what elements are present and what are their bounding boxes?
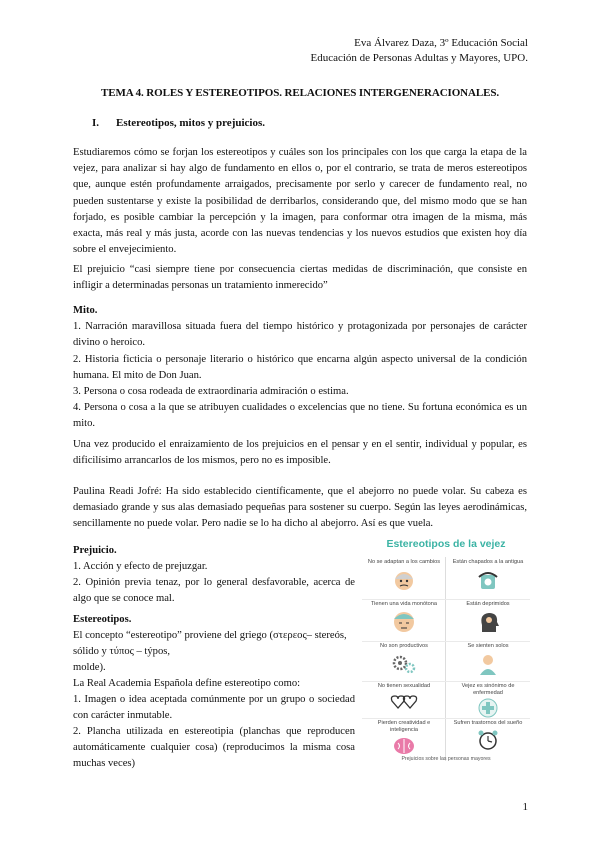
infographic-card bbox=[449, 642, 527, 677]
card-label: Pierden creatividad e inteligencia bbox=[377, 720, 431, 733]
infographic-title: Estereotipos de la vejez bbox=[386, 538, 506, 550]
bored-face-icon bbox=[389, 609, 419, 635]
section-title: Estereotipos, mitos y prejuicios. bbox=[116, 117, 265, 129]
estereotipos-item: 2. Plancha utilizada en estereotipia (planchas que reproducen automáticamente cualquier cosa) (reproducimos la misma cosa muchas veces) bbox=[73, 726, 355, 769]
infographic-card bbox=[365, 719, 443, 758]
alarm-clock-icon bbox=[473, 728, 503, 752]
brain-icon bbox=[389, 734, 419, 758]
estereotipos-block bbox=[73, 612, 355, 772]
infographic-card bbox=[449, 719, 527, 752]
card-label: No se adaptan a los cambios bbox=[367, 559, 441, 565]
page-number: 1 bbox=[522, 801, 528, 813]
infographic-card bbox=[449, 558, 527, 593]
head-thought-icon bbox=[473, 609, 503, 635]
mito-item: 3. Persona o cosa rodeada de extraordinaria admiración o estima. bbox=[73, 386, 349, 398]
elderly-face-icon bbox=[389, 567, 419, 593]
infographic-footer: Prejuicios sobre las personas mayores bbox=[401, 756, 491, 762]
prejuicio-block bbox=[73, 543, 355, 607]
prejuicio-quote-paragraph: El prejuicio “casi siempre tiene por consecuencia ciertas medidas de discriminación, que consiste en infligir a determinadas personas un tratamiento inmerecido” bbox=[73, 264, 527, 292]
infographic-divider bbox=[445, 557, 446, 761]
lonely-person-icon bbox=[473, 651, 503, 677]
gears-icon bbox=[389, 651, 419, 677]
header bbox=[310, 36, 528, 66]
intro-paragraph: Estudiaremos cómo se forjan los estereotipos y cuáles son los principales con los que carga la etapa de la vejez, para analizar si hay algo de fundamento en ellos o, por el contrario, se trata de meros estereotipos que, aunque estén profundamente arraigados, precisamente por serlo y carecer de fundamento real, no pueden sustentarse y existe la posibilidad de derribarlos, considerando que, del mismo modo que se han forjado, es posible cambiar la percepción y la imagen, para conformar otra imagen de la misma, más exacta, más real y más justa, acorde con las nuevas tendencias y los nuevos estudios que existen hoy día sobre el envejecimiento. bbox=[73, 147, 527, 256]
mito-item: 2. Historia ficticia o personaje literario o histórico que encarna algún aspecto universal de la condición humana. El mito de Don Juan. bbox=[73, 353, 527, 381]
phone-icon bbox=[473, 567, 503, 593]
infographic-card bbox=[365, 558, 443, 593]
estereotipos-concept: sólido y τύπος – týpos, bbox=[73, 646, 171, 657]
infographic-card bbox=[449, 600, 527, 635]
card-label: No son productivos bbox=[380, 643, 428, 649]
card-label: Vejez es sinónimo de enfermedad bbox=[461, 683, 515, 696]
card-label: Tienen una vida monótona bbox=[370, 601, 438, 607]
document-title: TEMA 4. ROLES Y ESTEREOTIPOS. RELACIONES INTERGENERACIONALES. bbox=[100, 87, 500, 99]
hearts-icon bbox=[389, 691, 419, 713]
infographic-card bbox=[365, 600, 443, 635]
card-label: Están chapados a la antigua bbox=[452, 559, 524, 565]
mito-item: 1. Narración maravillosa situada fuera del tiempo histórico y protagonizada por personajes de carácter divino o heroico. bbox=[73, 321, 527, 349]
estereotipos-heading: Estereotipos. bbox=[73, 614, 132, 625]
estereotipos-rae: La Real Academia Española define estereotipo como: bbox=[73, 678, 301, 689]
header-author: Eva Álvarez Daza, 3º Educación Social bbox=[354, 37, 528, 49]
mito-block bbox=[73, 303, 527, 433]
estereotipos-concept: molde). bbox=[73, 662, 106, 673]
stereotypes-infographic bbox=[362, 537, 530, 763]
card-label: No tienen sexualidad bbox=[377, 683, 431, 689]
card-label: Sufren trastornos del sueño bbox=[453, 720, 523, 726]
prejuicio-item: 1. Acción y efecto de prejuzgar. bbox=[73, 561, 208, 572]
section-number: I. bbox=[92, 117, 100, 129]
medical-cross-icon bbox=[473, 697, 503, 719]
card-label: Están deprimidos bbox=[466, 601, 510, 607]
infographic-card bbox=[449, 682, 527, 719]
estereotipos-item: 1. Imagen o idea aceptada comúnmente por un grupo o sociedad con carácter inmutable. bbox=[73, 694, 355, 721]
mito-heading: Mito. bbox=[73, 305, 98, 316]
estereotipos-concept: El concepto “estereotipo” proviene del griego (στερεος– stereós, bbox=[73, 630, 347, 641]
mito-item: 4. Persona o cosa a la que se atribuyen cualidades o excelencias que no tiene. Su fortuna económica es un mito. bbox=[73, 402, 527, 430]
enraizamiento-paragraph: Una vez producido el enraizamiento de los prejuicios en el pensar y en el sentir, individual y popular, es dificilísimo arrancarlos de los mismos, pero no es imposible. bbox=[73, 439, 527, 467]
infographic-card bbox=[365, 642, 443, 677]
card-label: Se sienten solos bbox=[467, 643, 509, 649]
prejuicio-item: 2. Opinión previa tenaz, por lo general desfavorable, acerca de algo que se conoce mal. bbox=[73, 577, 355, 604]
section-heading bbox=[92, 117, 265, 129]
prejuicio-heading: Prejuicio. bbox=[73, 545, 117, 556]
header-course: Educación de Personas Adultas y Mayores, UPO. bbox=[310, 52, 528, 64]
infographic-card bbox=[365, 682, 443, 713]
paulina-quote-paragraph: Paulina Readi Jofré: Ha sido establecido científicamente, que el abejorro no puede volar. Su cabeza es demasiado grande y sus alas demasiado pequeñas para sostener su cuerpo. Según las leyes aerodinámicas, sencillamente no puede volar. Pero nadie se lo ha dicho al abejorro. Así es que vuela. bbox=[73, 486, 527, 530]
